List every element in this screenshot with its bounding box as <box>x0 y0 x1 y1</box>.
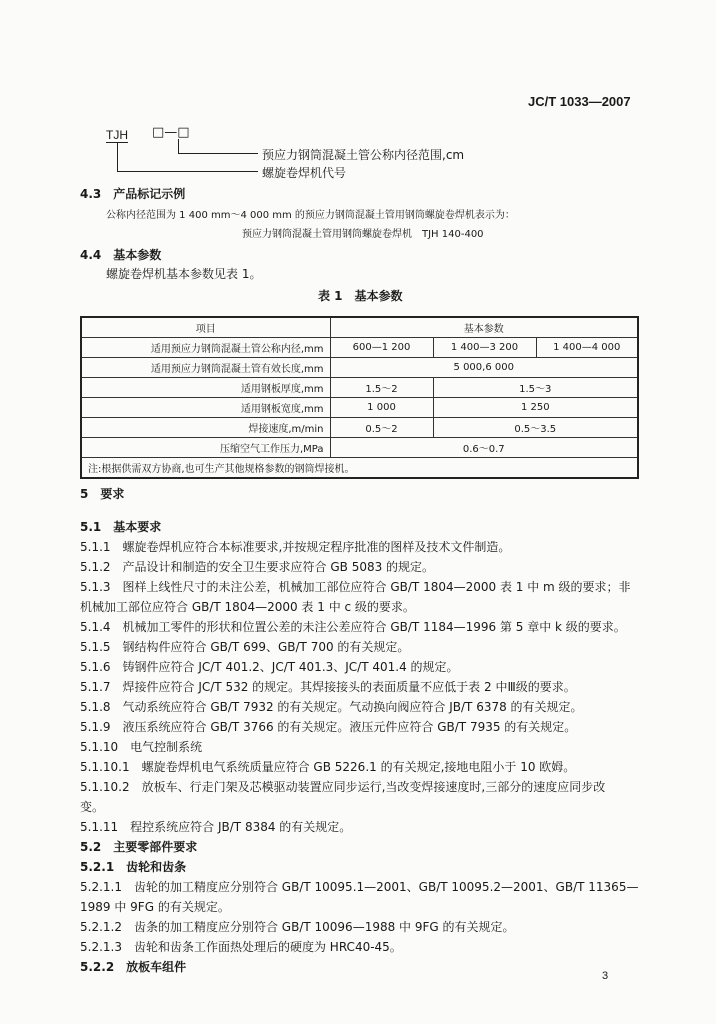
table-header-item: 项目 <box>81 317 330 338</box>
body-line: 5.1.10.2 放板车、行走门架及芯模驱动装置应同步运行,当改变焊接速度时,三部分的速度应同步改 <box>80 780 606 794</box>
code-prefix: TJH <box>106 128 128 142</box>
row-label: 适用钢板厚度,mm <box>81 378 330 398</box>
body-line: 5.1.2 产品设计和制造的安全卫生要求应符合 GB 5083 的规定。 <box>80 560 435 574</box>
body-line: 5.1.6 铸钢件应符合 JC/T 401.2、JC/T 401.3、JC/T 401.4 的规定。 <box>80 660 459 674</box>
body-line: 5.1.8 气动系统应符合 GB/T 7932 的有关规定。气动换向阀应符合 JB/T 6378 的有关规定。 <box>80 700 583 714</box>
table-cell: 0.6～0.7 <box>330 438 638 458</box>
body-line: 机械加工部位应符合 GB/T 1804—2000 表 1 中 c 级的要求。 <box>80 600 415 614</box>
table-cell: 5 000,6 000 <box>330 358 638 378</box>
body-line: 5.1.3 图样上线性尺寸的未注公差，机械加工部位应符合 GB/T 1804—2000 表 1 中 m 级的要求；非 <box>80 580 631 594</box>
table-header-row <box>81 317 638 338</box>
code-description: 螺旋卷焊机代号 <box>262 166 347 180</box>
body-line: 5.1.10.1 螺旋卷焊机电气系统质量应符合 GB 5226.1 的有关规定,接地电阻小于 10 欧姆。 <box>80 760 576 774</box>
section-4-3-heading: 4.3 产品标记示例 <box>80 187 186 201</box>
example-line-2: 预应力钢筒混凝土管用钢筒螺旋卷焊机 TJH 140-400 <box>242 229 484 240</box>
table-cell: 1 400—3 200 <box>433 338 536 358</box>
parameters-table <box>80 316 639 479</box>
range-box: □—□ <box>152 125 190 140</box>
standard-code: JC/T 1033—2007 <box>528 94 631 109</box>
row-label: 适用钢板宽度,mm <box>81 398 330 418</box>
body-line: 5.1.7 焊接件应符合 JC/T 532 的规定。其焊接接头的表面质量不应低于表 2 中Ⅲ级的要求。 <box>80 680 576 694</box>
body-line: 5.1.11 程控系统应符合 JB/T 8384 的有关规定。 <box>80 820 352 834</box>
body-line: 5.2.1.2 齿条的加工精度应分别符合 GB/T 10096—1988 中 9FG 的有关规定。 <box>80 920 515 934</box>
body-line: 5.1.10 电气控制系统 <box>80 740 203 754</box>
table-row <box>81 338 638 358</box>
row-label: 压缩空气工作压力,MPa <box>81 438 330 458</box>
body-line: 5.2.1.3 齿轮和齿条工作面热处理后的硬度为 HRC40-45。 <box>80 940 402 954</box>
page-number: 3 <box>602 970 609 982</box>
table-cell: 0.5～2 <box>330 418 433 438</box>
section-heading: 5.2.1 齿轮和齿条 <box>80 860 187 874</box>
table-cell: 1.5～2 <box>330 378 433 398</box>
example-line-1: 公称内径范围为 1 400 mm～4 000 mm 的预应力钢筒混凝土管用钢筒螺旋卷焊机表示为： <box>106 210 515 221</box>
table-cell: 1 000 <box>330 398 433 418</box>
table-row <box>81 358 638 378</box>
section-4-4-heading: 4.4 基本参数 <box>80 248 162 262</box>
table-row <box>81 438 638 458</box>
table-header-params: 基本参数 <box>330 317 638 338</box>
table-row <box>81 378 638 398</box>
body-line: 1989 中 9FG 的有关规定。 <box>80 900 230 914</box>
leader-line-range-h <box>178 153 258 154</box>
table-note-row <box>81 458 638 479</box>
row-label: 适用预应力钢筒混凝土管有效长度,mm <box>81 358 330 378</box>
body-line: 5.1.1 螺旋卷焊机应符合本标准要求,并按规定程序批准的图样及技术文件制造。 <box>80 540 511 554</box>
section-heading: 5.1 基本要求 <box>80 520 162 534</box>
table-note: 注:根据供需双方协商,也可生产其他规格参数的钢筒焊接机。 <box>81 458 638 479</box>
table-row <box>81 398 638 418</box>
table-cell: 1 400—4 000 <box>536 338 638 358</box>
section-heading: 5.2.2 放板车组件 <box>80 960 187 974</box>
table-title: 表 1 基本参数 <box>318 289 403 303</box>
row-label: 焊接速度,m/min <box>81 418 330 438</box>
section-heading: 5.2 主要零部件要求 <box>80 840 198 854</box>
leader-line-code <box>117 142 118 171</box>
body-line: 5.1.4 机械加工零件的形状和位置公差的未注公差应符合 GB/T 1184—1996 第 5 章中 k 级的要求。 <box>80 620 626 634</box>
body-line: 5.2.1.1 齿轮的加工精度应分别符合 GB/T 10095.1—2001、GB/T 10095.2—2001、GB/T 11365— <box>80 880 639 894</box>
table-cell: 1.5～3 <box>433 378 638 398</box>
section-heading: 5 要求 <box>80 487 125 501</box>
body-line: 5.1.5 钢结构件应符合 GB/T 699、GB/T 700 的有关规定。 <box>80 640 410 654</box>
section-4-4-intro: 螺旋卷焊机基本参数见表 1。 <box>106 267 262 281</box>
table-cell: 600—1 200 <box>330 338 433 358</box>
table-cell: 1 250 <box>433 398 638 418</box>
body-line: 5.1.9 液压系统应符合 GB/T 3766 的有关规定。液压元件应符合 GB/T 7935 的有关规定。 <box>80 720 577 734</box>
body-line: 变。 <box>80 800 105 814</box>
table-cell: 0.5～3.5 <box>433 418 638 438</box>
range-description: 预应力钢筒混凝土管公称内径范围,cm <box>262 148 465 162</box>
row-label: 适用预应力钢筒混凝土管公称内径,mm <box>81 338 330 358</box>
table-row <box>81 418 638 438</box>
leader-line-range <box>178 139 179 153</box>
leader-line-code-h <box>117 171 258 172</box>
